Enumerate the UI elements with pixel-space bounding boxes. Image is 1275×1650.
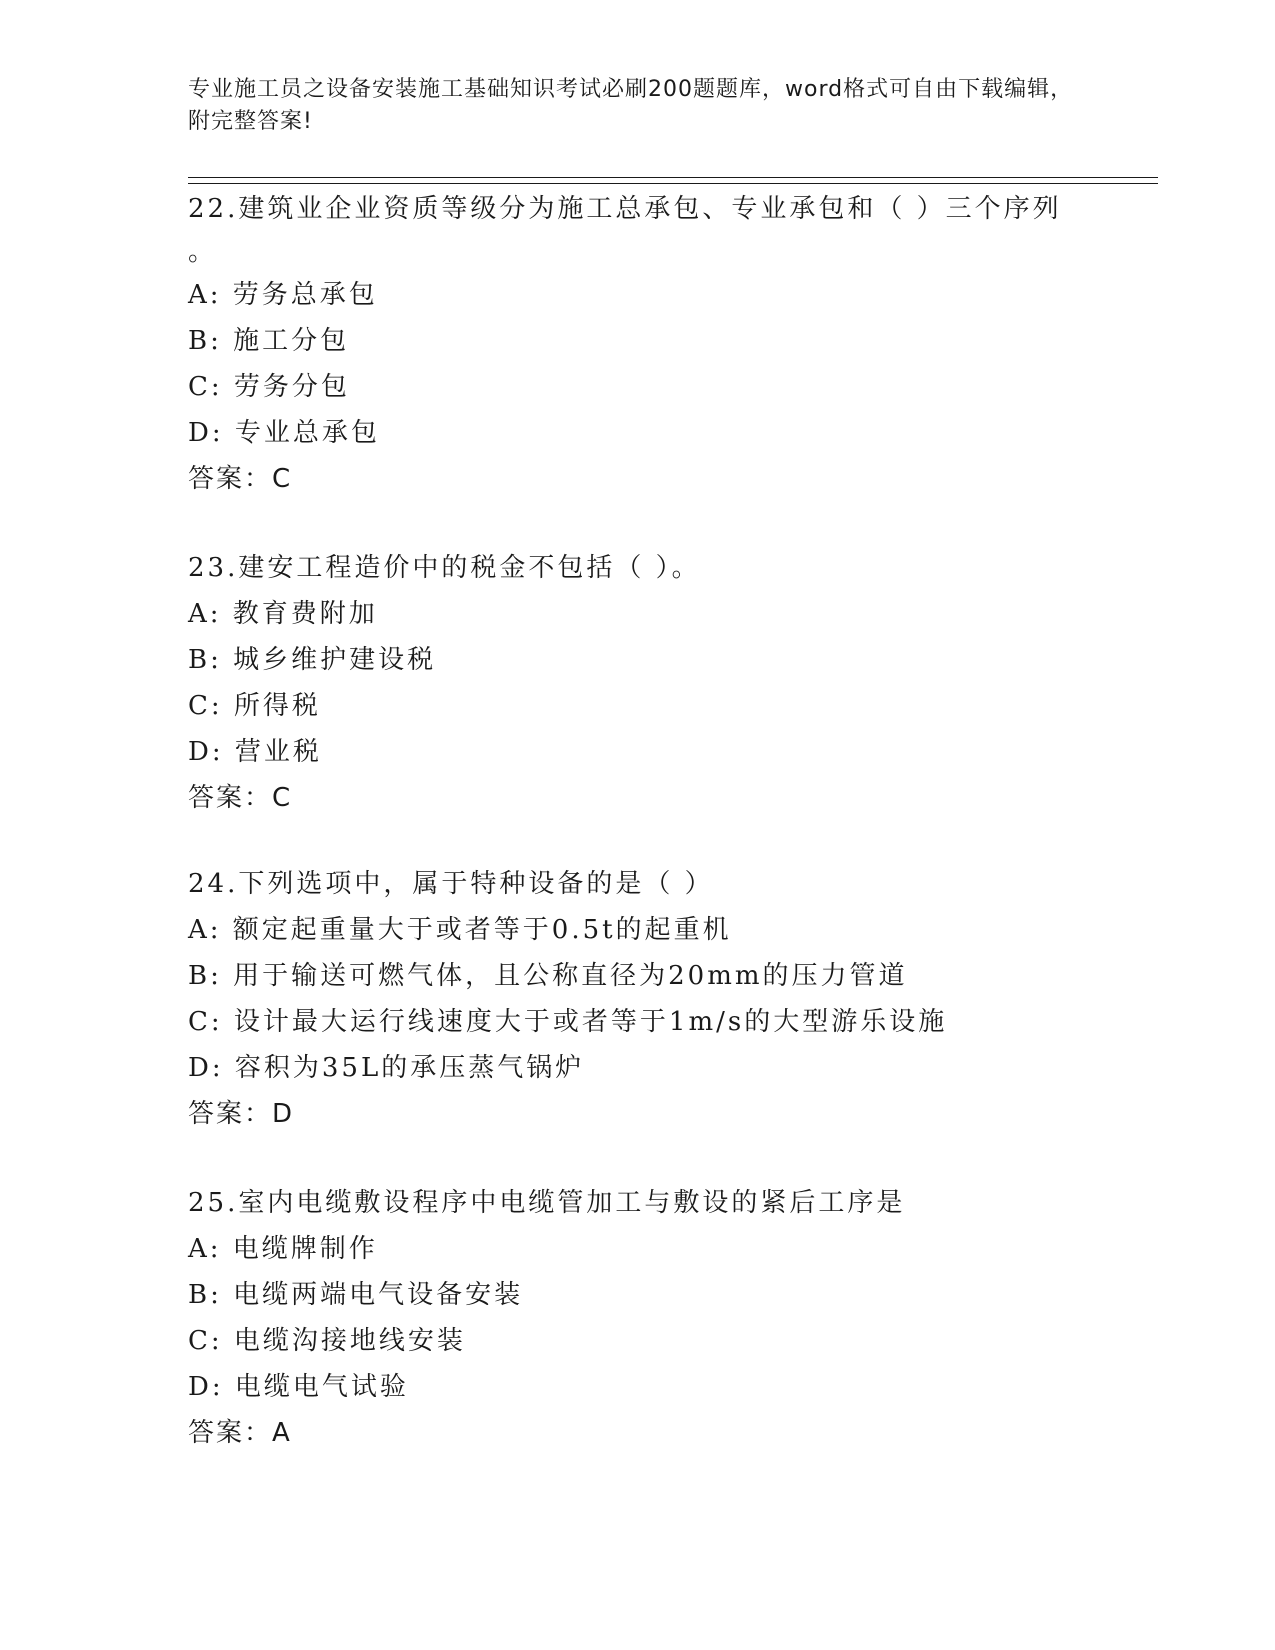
question-stem-tail: 。 xyxy=(188,237,215,267)
option-d: D: 电缆电气试验 xyxy=(188,1372,409,1402)
option-d: D: 专业总承包 xyxy=(188,418,380,448)
question-23 xyxy=(188,545,1088,821)
question-stem: 23.建安工程造价中的税金不包括（ ）。 xyxy=(188,553,701,583)
option-a: A: 教育费附加 xyxy=(188,599,378,629)
question-24 xyxy=(188,861,1088,1137)
question-22 xyxy=(188,186,1088,502)
document-header: 专业施工员之设备安装施工基础知识考试必刷200题题库，word格式可自由下载编辑，附完整答案! xyxy=(188,77,1074,134)
option-b: B: 用于输送可燃气体，且公称直径为20mm的压力管道 xyxy=(188,961,908,991)
option-d: D: 容积为35L的承压蒸气锅炉 xyxy=(188,1053,585,1083)
option-c: C: 设计最大运行线速度大于或者等于1m/s的大型游乐设施 xyxy=(188,1007,948,1037)
answer-line: 答案：C xyxy=(188,783,293,813)
option-b: B: 电缆两端电气设备安装 xyxy=(188,1280,524,1310)
option-c: C: 劳务分包 xyxy=(188,372,350,402)
question-25 xyxy=(188,1180,1088,1456)
question-stem: 22.建筑业企业资质等级分为施工总承包、专业承包和（ ）三个序列 xyxy=(188,194,1062,224)
option-c: C: 电缆沟接地线安装 xyxy=(188,1326,466,1356)
answer-line: 答案：D xyxy=(188,1099,295,1129)
answer-line: 答案：C xyxy=(188,464,293,494)
option-b: B: 城乡维护建设税 xyxy=(188,645,437,675)
question-stem: 25.室内电缆敷设程序中电缆管加工与敷设的紧后工序是 xyxy=(188,1188,906,1218)
option-a: A: 额定起重量大于或者等于0.5t的起重机 xyxy=(188,915,732,945)
question-stem: 24.下列选项中，属于特种设备的是（ ） xyxy=(188,869,714,899)
header-divider-top xyxy=(188,177,1158,178)
option-a: A: 劳务总承包 xyxy=(188,280,378,310)
option-d: D: 营业税 xyxy=(188,737,322,767)
option-c: C: 所得税 xyxy=(188,691,321,721)
header-divider-bottom xyxy=(188,183,1158,184)
option-b: B: 施工分包 xyxy=(188,326,350,356)
option-a: A: 电缆牌制作 xyxy=(188,1234,378,1264)
answer-line: 答案：A xyxy=(188,1418,292,1448)
